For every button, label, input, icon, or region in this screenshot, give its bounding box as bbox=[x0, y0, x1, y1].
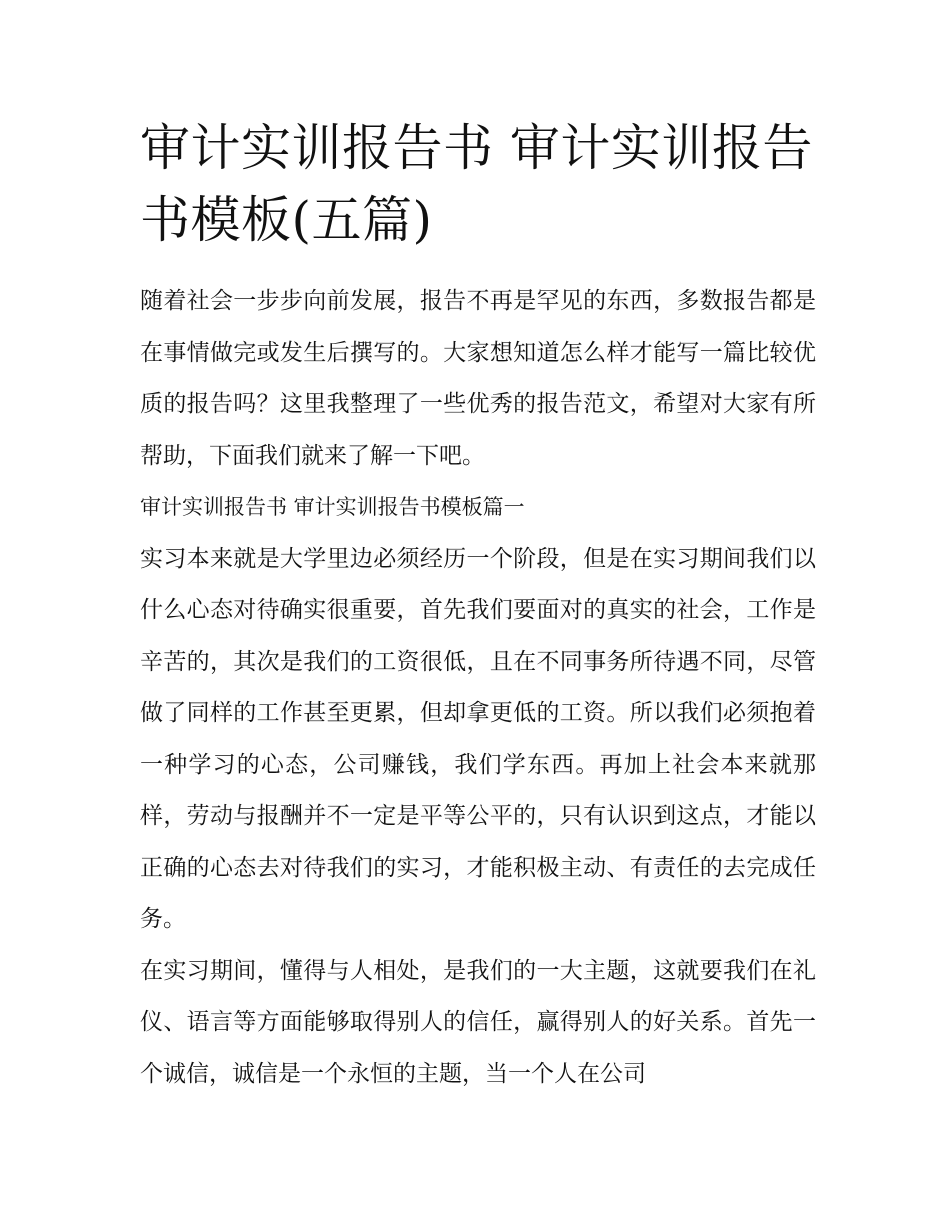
section-heading: 审计实训报告书 审计实训报告书模板篇一 bbox=[140, 495, 525, 519]
body-paragraph-2: 在实习期间，懂得与人相处，是我们的一大主题，这就要我们在礼仪、语言等方面能够取得别人的信任，赢得别人的好关系。首先一个诚信，诚信是一个永恒的主题，当一个人在公司 bbox=[140, 957, 816, 1087]
document-body bbox=[140, 276, 816, 1100]
document-title: 审计实训报告书 审计实训报告书模板(五篇) bbox=[140, 119, 813, 249]
body-paragraph-1: 实习本来就是大学里边必须经历一个阶段，但是在实习期间我们以什么心态对待确实很重要，首先我们要面对的真实的社会，工作是辛苦的，其次是我们的工资很低，且在不同事务所待遇不同，尽管做了同样的工作甚至更累，但却拿更低的工资。所以我们必须抱着一种学习的心态，公司赚钱，我们学东西。再加上社会本来就那样，劳动与报酬并不一定是平等公平的，只有认识到这点，才能以正确的心态去对待我们的实习，才能积极主动、有责任的去完成任务。 bbox=[140, 545, 816, 932]
intro-paragraph: 随着社会一步步向前发展，报告不再是罕见的东西，多数报告都是在事情做完或发生后撰写的。大家想知道怎么样才能写一篇比较优质的报告吗？这里我整理了一些优秀的报告范文，希望对大家有所帮助，下面我们就来了解一下吧。 bbox=[140, 288, 816, 469]
